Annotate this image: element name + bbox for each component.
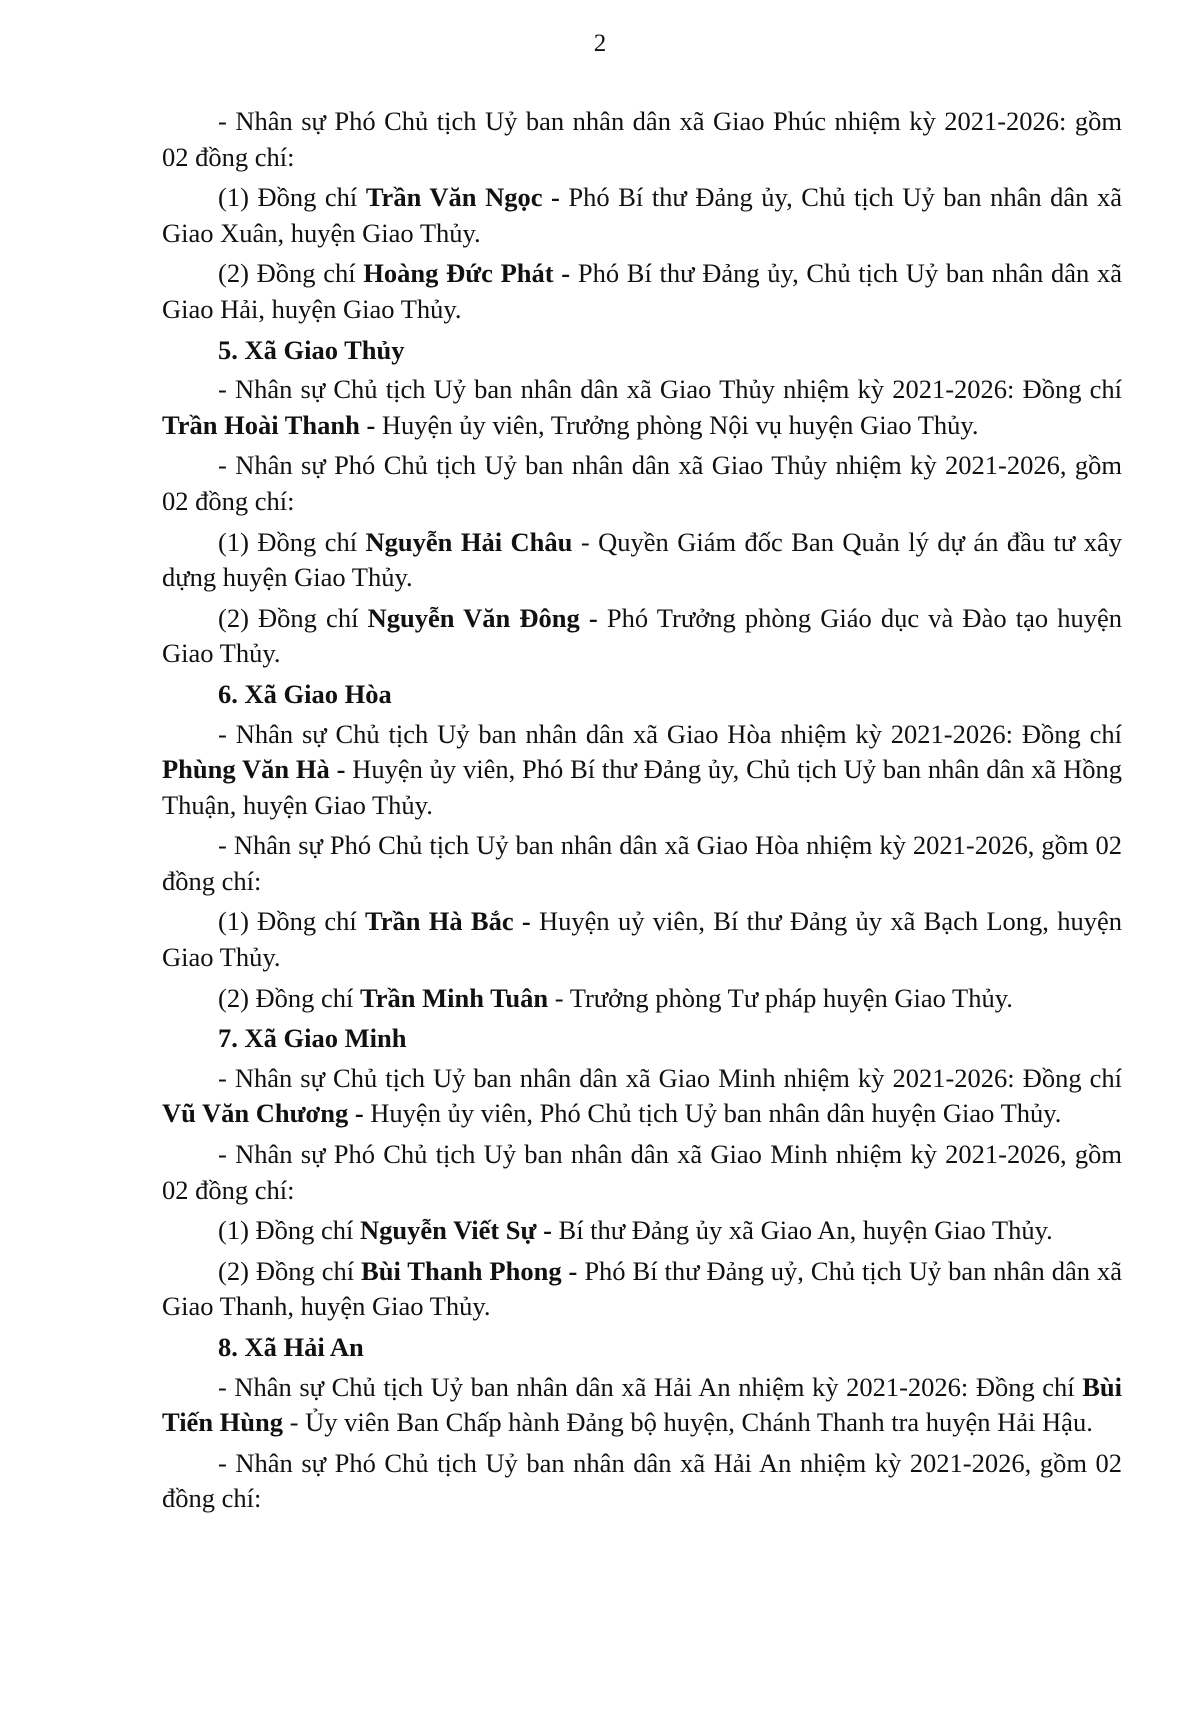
text-segment: (1) Đồng chí bbox=[218, 1215, 361, 1246]
text-segment: - Quyền Giám đốc Ban Quản lý dự án đầu tư xây dựng huyện Giao Thủy. bbox=[162, 526, 1122, 593]
paragraph bbox=[162, 372, 1122, 443]
person-name: Hoàng Đức Phát - bbox=[363, 258, 571, 289]
paragraph bbox=[162, 904, 1122, 975]
text-segment: - Nhân sự Phó Chủ tịch Uỷ ban nhân dân xã Hải An nhiệm kỳ 2021-2026, gồm 02 đồng chí: bbox=[162, 1447, 1122, 1514]
text-segment: - Ủy viên Ban Chấp hành Đảng bộ huyện, Chánh Thanh tra huyện Hải Hậu. bbox=[283, 1407, 1093, 1438]
person-name: Nguyễn Văn Đông - bbox=[367, 602, 598, 633]
section-heading bbox=[162, 1021, 1122, 1057]
person-name: Phùng Văn Hà - bbox=[162, 754, 346, 785]
paragraph bbox=[162, 717, 1122, 824]
document-body bbox=[162, 104, 1122, 1522]
paragraph bbox=[162, 104, 1122, 175]
person-name: Bùi Tiến Hùng bbox=[162, 1371, 1122, 1438]
paragraph bbox=[162, 180, 1122, 251]
person-name: Trần Hà Bắc - bbox=[365, 906, 531, 937]
paragraph bbox=[162, 1137, 1122, 1208]
text-segment: - Nhân sự Phó Chủ tịch Uỷ ban nhân dân xã Giao Thủy nhiệm kỳ 2021-2026, gồm 02 đồng chí: bbox=[162, 450, 1122, 516]
text-segment: (2) Đồng chí bbox=[218, 982, 361, 1013]
section-heading bbox=[162, 333, 1122, 369]
text-segment: (2) Đồng chí bbox=[218, 258, 364, 289]
text-segment: (2) Đồng chí bbox=[218, 1255, 362, 1286]
paragraph bbox=[162, 1446, 1122, 1517]
text-segment: (1) Đồng chí bbox=[218, 906, 366, 937]
section-heading bbox=[162, 1330, 1122, 1366]
text-segment: - Nhân sự Chủ tịch Uỷ ban nhân dân xã Giao Thủy nhiệm kỳ 2021-2026: Đồng chí bbox=[218, 374, 1122, 405]
text-segment: (1) Đồng chí bbox=[218, 182, 366, 213]
paragraph bbox=[162, 981, 1122, 1017]
paragraph bbox=[162, 1213, 1122, 1249]
person-name: Trần Minh Tuân bbox=[360, 982, 549, 1013]
text-segment: 5. Xã Giao Thủy bbox=[218, 334, 405, 365]
text-segment: - Nhân sự Phó Chủ tịch Uỷ ban nhân dân xã Giao Phúc nhiệm kỳ 2021-2026: gồm 02 đồng chí: bbox=[162, 106, 1122, 172]
text-segment: Phó Bí thư Đảng ủy, Chủ tịch Uỷ ban nhân dân xã Giao Xuân, huyện Giao Thủy. bbox=[162, 182, 1122, 248]
page-number: 2 bbox=[593, 30, 607, 57]
text-segment: Huyện uỷ viên, Bí thư Đảng ủy xã Bạch Long, huyện Giao Thủy. bbox=[162, 906, 1122, 973]
text-segment: Phó Bí thư Đảng ủy, Chủ tịch Uỷ ban nhân dân xã Giao Hải, huyện Giao Thủy. bbox=[162, 258, 1122, 324]
person-name: Bùi Thanh Phong - bbox=[361, 1255, 578, 1286]
text-segment: 8. Xã Hải An bbox=[218, 1332, 364, 1362]
text-segment: Huyện ủy viên, Phó Bí thư Đảng ủy, Chủ tịch Uỷ ban nhân dân xã Hồng Thuận, huyện Giao Thủy. bbox=[162, 754, 1122, 820]
text-segment: Huyện ủy viên, Trưởng phòng Nội vụ huyện Giao Thủy. bbox=[375, 409, 979, 440]
text-segment: Phó Bí thư Đảng uỷ, Chủ tịch Uỷ ban nhân dân xã Giao Thanh, huyện Giao Thủy. bbox=[162, 1255, 1122, 1322]
person-name: Nguyễn Hải Châu bbox=[365, 526, 573, 557]
text-segment: - Nhân sự Chủ tịch Uỷ ban nhân dân xã Giao Hòa nhiệm kỳ 2021-2026: Đồng chí bbox=[218, 718, 1122, 749]
paragraph bbox=[162, 601, 1122, 672]
text-segment: Huyện ủy viên, Phó Chủ tịch Uỷ ban nhân dân huyện Giao Thủy. bbox=[363, 1098, 1062, 1129]
text-segment: 7. Xã Giao Minh bbox=[218, 1023, 407, 1054]
text-segment: Phó Trưởng phòng Giáo dục và Đào tạo huyện Giao Thủy. bbox=[162, 602, 1122, 669]
text-segment: 6. Xã Giao Hòa bbox=[218, 678, 392, 709]
text-segment: - Nhân sự Chủ tịch Uỷ ban nhân dân xã Giao Minh nhiệm kỳ 2021-2026: Đồng chí bbox=[218, 1062, 1122, 1093]
text-segment: (1) Đồng chí bbox=[218, 526, 366, 557]
text-segment: (2) Đồng chí bbox=[218, 602, 368, 633]
paragraph bbox=[162, 256, 1122, 327]
person-name: Vũ Văn Chương - bbox=[162, 1098, 364, 1129]
text-segment: Bí thư Đảng ủy xã Giao An, huyện Giao Thủy. bbox=[551, 1215, 1053, 1246]
person-name: Trần Văn Ngọc - bbox=[365, 182, 560, 213]
text-segment: - Nhân sự Phó Chủ tịch Uỷ ban nhân dân xã Giao Minh nhiệm kỳ 2021-2026, gồm 02 đồng chí: bbox=[162, 1139, 1122, 1205]
paragraph bbox=[162, 1370, 1122, 1441]
paragraph bbox=[162, 828, 1122, 899]
text-segment: - Trưởng phòng Tư pháp huyện Giao Thủy. bbox=[548, 982, 1013, 1013]
paragraph bbox=[162, 448, 1122, 519]
paragraph bbox=[162, 1254, 1122, 1325]
paragraph bbox=[162, 525, 1122, 596]
paragraph bbox=[162, 1061, 1122, 1132]
person-name: Nguyễn Viết Sự - bbox=[360, 1215, 552, 1246]
text-segment: - Nhân sự Chủ tịch Uỷ ban nhân dân xã Hải An nhiệm kỳ 2021-2026: Đồng chí bbox=[218, 1371, 1083, 1402]
text-segment: - Nhân sự Phó Chủ tịch Uỷ ban nhân dân xã Giao Hòa nhiệm kỳ 2021-2026, gồm 02 đồng chí: bbox=[162, 830, 1122, 896]
section-heading bbox=[162, 677, 1122, 713]
person-name: Trần Hoài Thanh - bbox=[162, 409, 376, 440]
